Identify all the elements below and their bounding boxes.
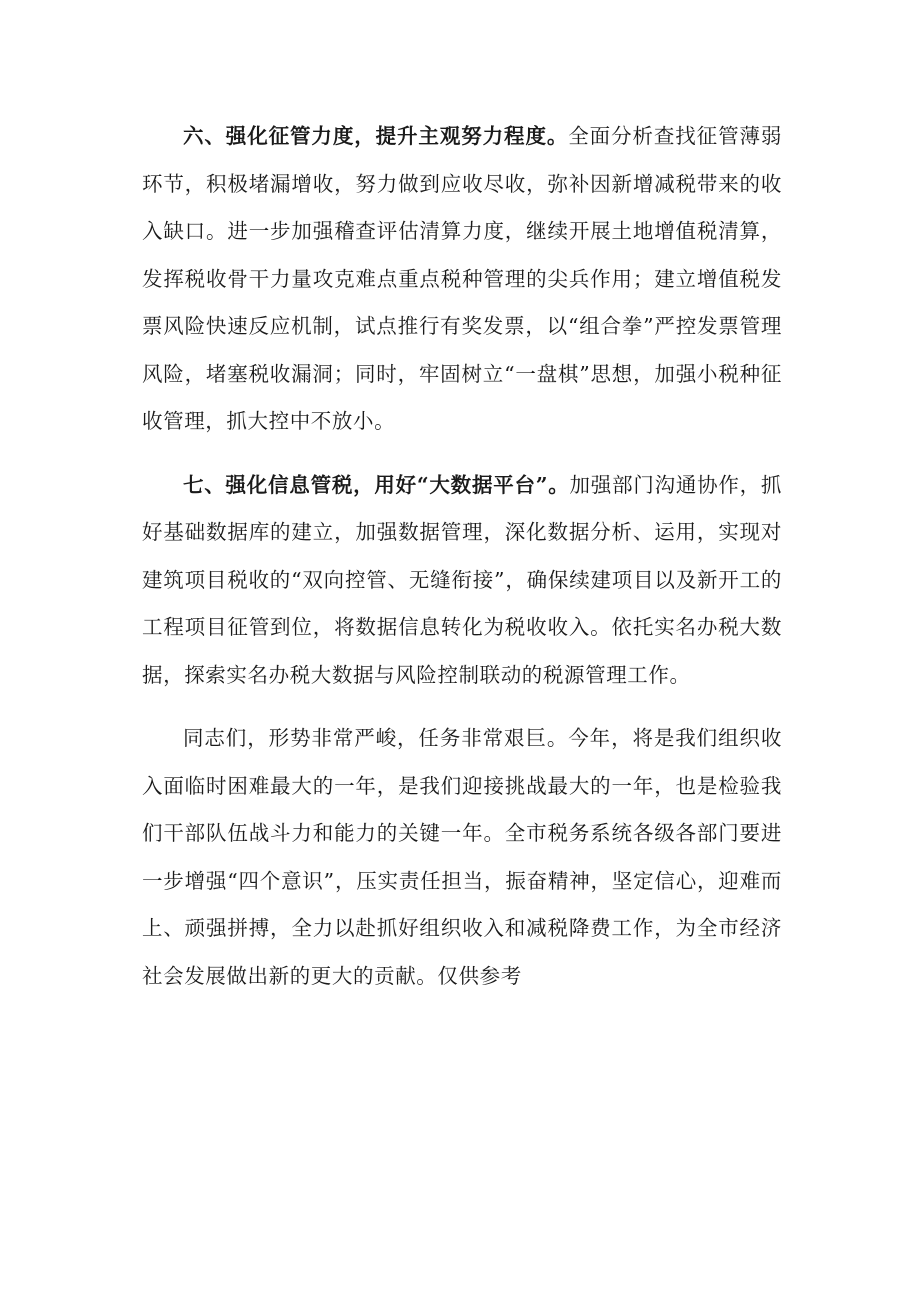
paragraph-seven bbox=[142, 462, 782, 700]
paragraph-seven-heading: 七、强化信息管税，用好“大数据平台”。 bbox=[183, 472, 570, 497]
paragraph-closing-body: 同志们，形势非常严峻，任务非常艰巨。今年，将是我们组织收入面临时困难最大的一年，是我们迎接挑战最大的一年，也是检验我们干部队伍战斗力和能力的关键一年。全市税务系统各级各部门要进一步增强“四个意识”，压实责任担当，振奋精神，坚定信心，迎难而上、顽强拼搏，全力以赴抓好组织收入和减税降费工作，为全市经济社会发展做出新的更大的贡献。仅供参考 bbox=[142, 726, 782, 988]
paragraph-six-heading: 六、强化征管力度，提升主观努力程度。 bbox=[183, 124, 569, 148]
document-page bbox=[142, 113, 782, 1000]
paragraph-seven-body: 加强部门沟通协作，抓好基础数据库的建立，加强数据管理，深化数据分析、运用，实现对建筑项目税收的“双向控管、无缝衔接”，确保续建项目以及新开工的工程项目征管到位，将数据信息转化为税收收入。依托实名办税大数据，探索实名办税大数据与风险控制联动的税源管理工作。 bbox=[142, 472, 782, 687]
paragraph-six-body: 全面分析查找征管薄弱环节，积极堵漏增收，努力做到应收尽收，弥补因新增减税带来的收入缺口。进一步加强稽查评估清算力度，继续开展土地增值税清算，发挥税收骨干力量攻克难点重点税种管理的尖兵作用；建立增值税发票风险快速反应机制，试点推行有奖发票，以“组合拳”严控发票管理风险，堵塞税收漏洞；同时，牢固树立“一盘棋”思想，加强小税种征收管理，抓大控中不放小。 bbox=[142, 124, 782, 433]
paragraph-closing bbox=[142, 715, 782, 1000]
paragraph-six bbox=[142, 113, 782, 446]
